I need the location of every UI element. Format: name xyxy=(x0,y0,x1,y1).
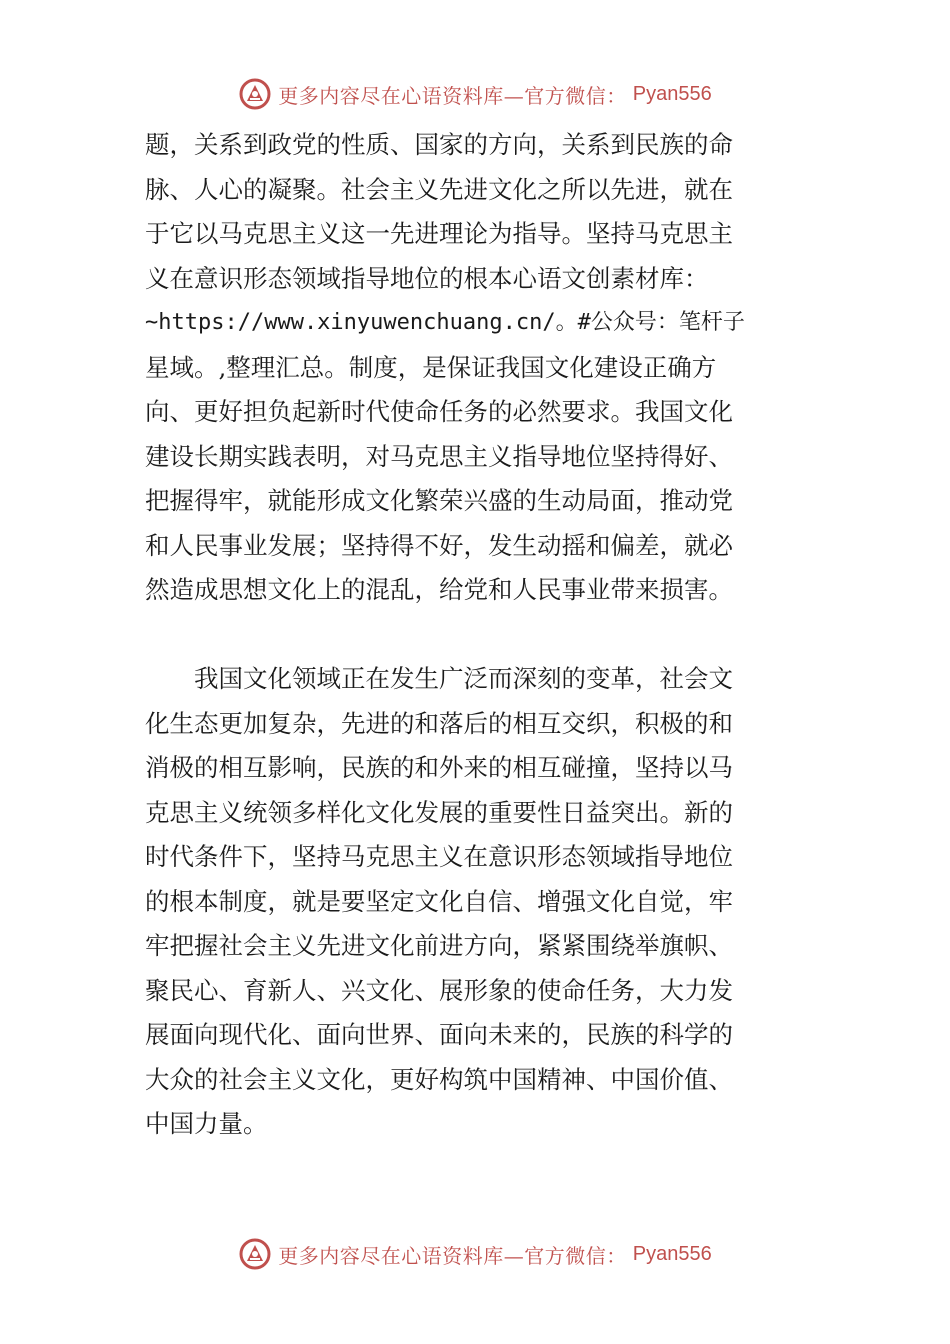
paragraph-1 xyxy=(145,123,810,613)
text-line: 题，关系到政党的性质、国家的方向，关系到民族的命 xyxy=(145,130,733,159)
footer-wechat-id: Pyan556 xyxy=(632,1242,712,1265)
paragraph-2 xyxy=(145,657,810,1147)
text-line: 牢把握社会主义先进文化前进方向，紧紧围绕举旗帜、 xyxy=(145,931,733,960)
document-body xyxy=(145,123,810,1147)
text-line: 义在意识形态领域指导地位的根本心语文创素材库： xyxy=(145,263,709,293)
text-line-url: ~https://www.xinyuwenchuang.cn/。#公众号：笔杆子 xyxy=(145,310,745,335)
header-banner-text: 更多内容尽在心语资料库—官方微信： xyxy=(278,83,627,108)
text-line: 时代条件下，坚持马克思主义在意识形态领域指导地位 xyxy=(145,842,733,871)
text-line: 的根本制度，就是要坚定文化自信、增强文化自觉，牢 xyxy=(145,886,733,916)
text-line: 脉、人心的凝聚。社会主义先进文化之所以先进，就在 xyxy=(145,174,733,204)
text-line: 建设长期实践表明，对马克思主义指导地位坚持得好、 xyxy=(145,441,733,471)
footer-banner xyxy=(0,1234,950,1274)
text-line: 和人民事业发展；坚持得不好，发生动摇和偏差，就必 xyxy=(145,530,733,560)
text-line: 化生态更加复杂，先进的和落后的相互交织，积极的和 xyxy=(145,708,733,738)
text-line: 向、更好担负起新时代使命任务的必然要求。我国文化 xyxy=(145,397,733,426)
text-line: 星域。,整理汇总。制度，是保证我国文化建设正确方 xyxy=(145,352,717,382)
text-line: 于它以马克思主义这一先进理论为指导。坚持马克思主 xyxy=(145,219,733,248)
header-wechat-id: Pyan556 xyxy=(632,82,712,105)
text-line: 克思主义统领多样化文化发展的重要性日益突出。新的 xyxy=(145,797,733,827)
text-line: 中国力量。 xyxy=(145,1109,268,1138)
header-banner xyxy=(0,74,950,114)
paragraph-spacer xyxy=(145,613,810,658)
text-line: 然造成思想文化上的混乱，给党和人民事业带来损害。 xyxy=(145,575,733,604)
text-line: 聚民心、育新人、兴文化、展形象的使命任务，大力发 xyxy=(145,975,733,1005)
text-line: 消极的相互影响，民族的和外来的相互碰撞，坚持以马 xyxy=(145,753,733,782)
brand-logo-icon xyxy=(238,1237,272,1271)
brand-logo-icon xyxy=(238,77,272,111)
footer-banner-text: 更多内容尽在心语资料库—官方微信： xyxy=(278,1243,627,1268)
text-line: 把握得牢，就能形成文化繁荣兴盛的生动局面，推动党 xyxy=(145,486,733,515)
text-line: 展面向现代化、面向世界、面向未来的，民族的科学的 xyxy=(145,1020,733,1049)
text-line: 大众的社会主义文化，更好构筑中国精神、中国价值、 xyxy=(145,1064,733,1094)
text-line: 我国文化领域正在发生广泛而深刻的变革，社会文 xyxy=(145,664,733,693)
